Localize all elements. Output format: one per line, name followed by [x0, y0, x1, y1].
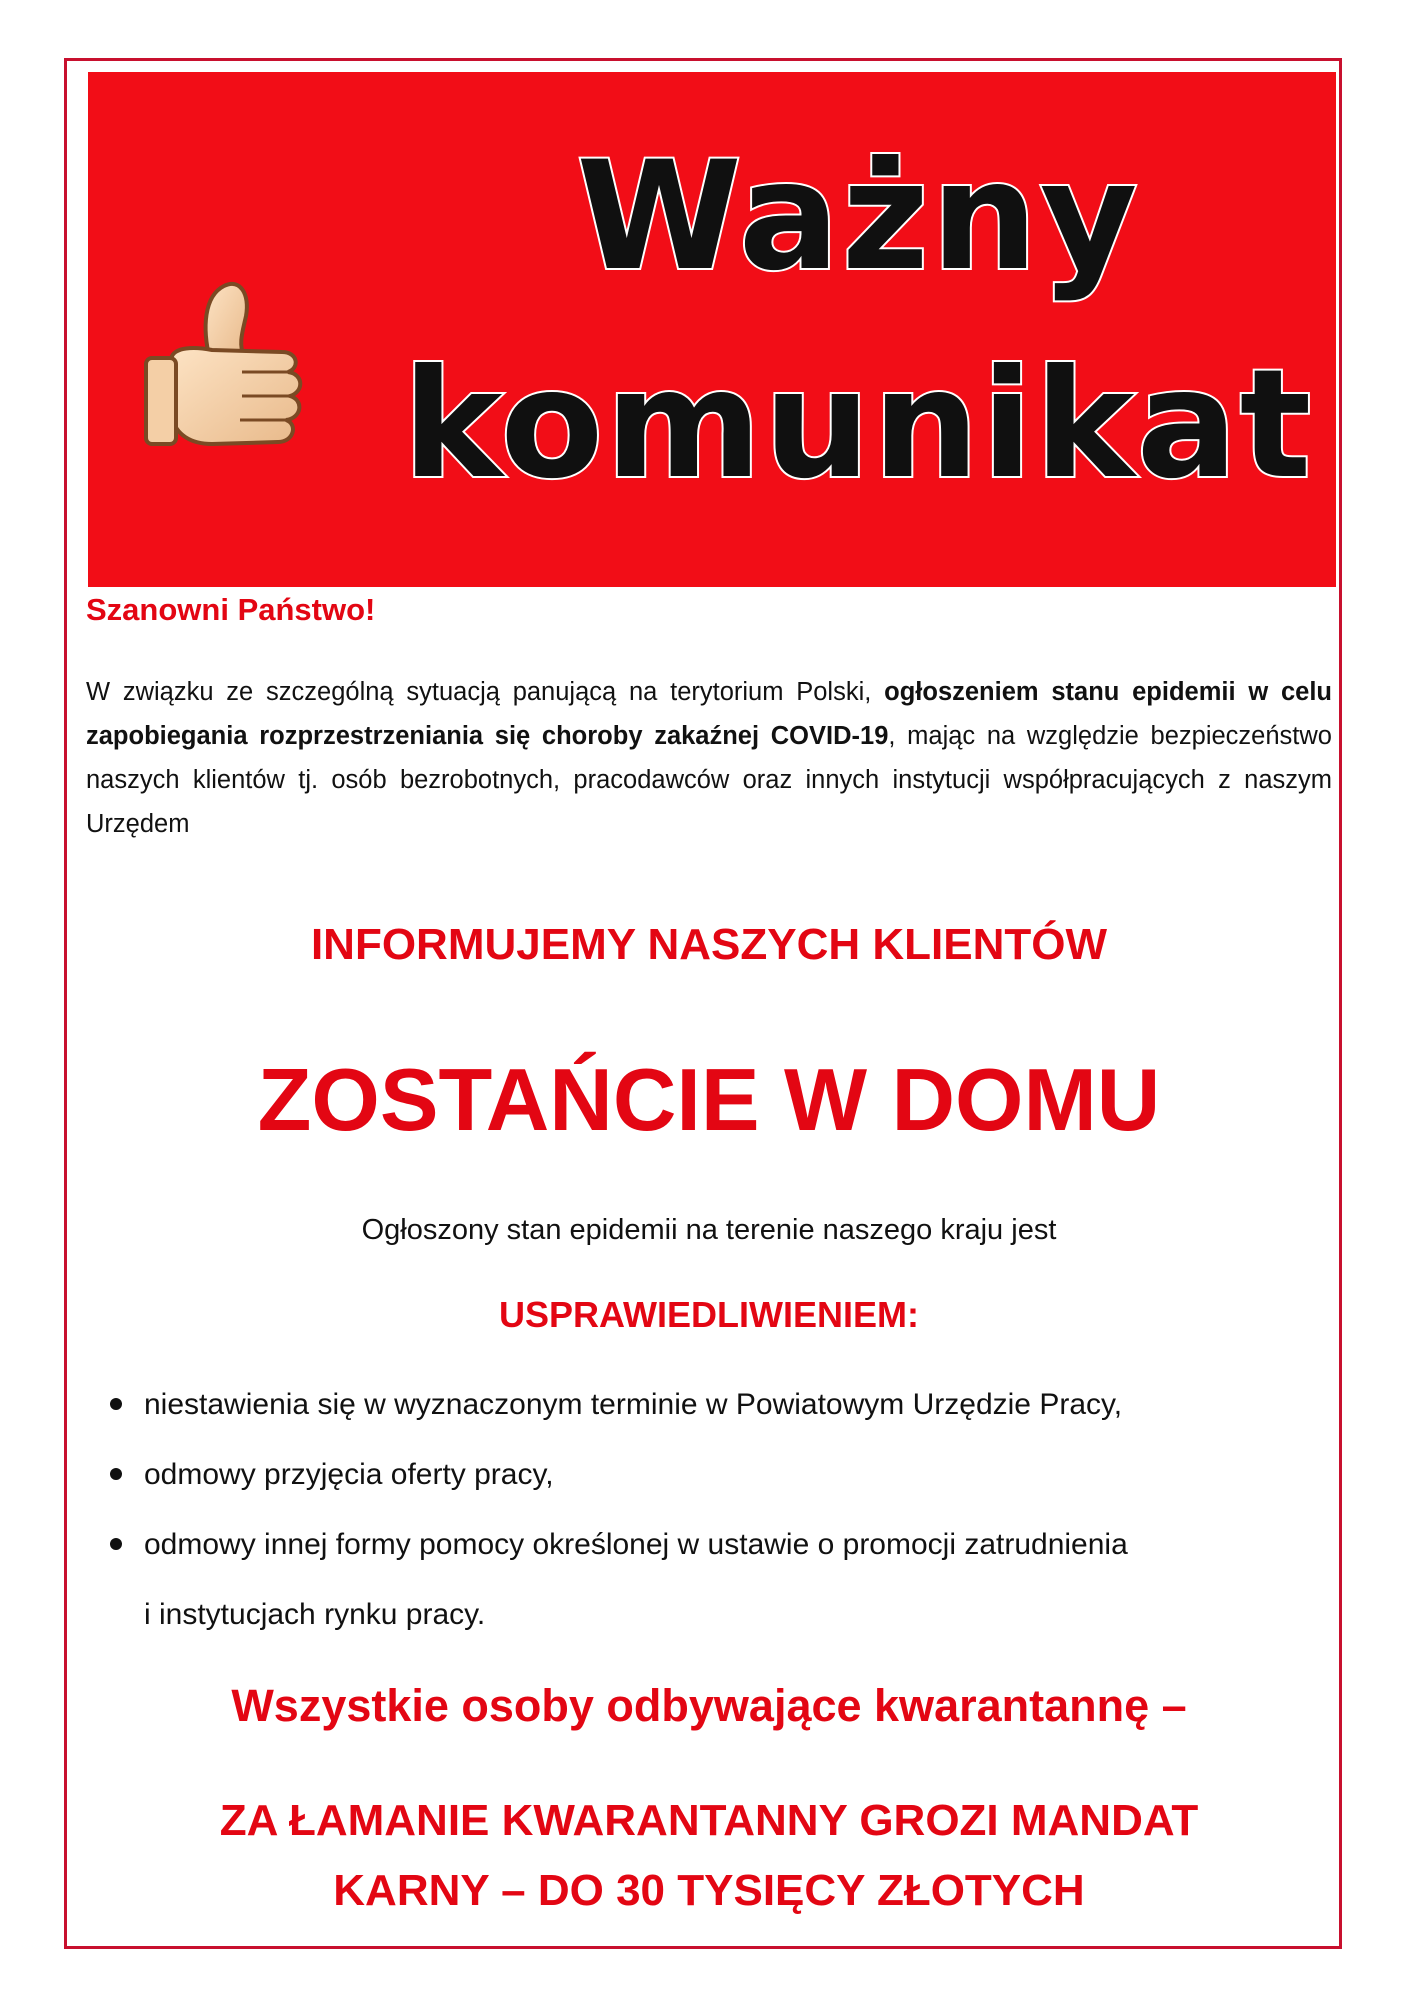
- heading-fine-warning: [86, 1786, 1332, 1926]
- list-item-text: niestawienia się w wyznaczonym terminie w Powiatowym Urzędzie Pracy,: [144, 1388, 1123, 1421]
- intro-text-part1: W związku ze szczególną sytuacją panującą na terytorium Polski,: [86, 678, 885, 706]
- list-item-text: i instytucjach rynku pracy.: [144, 1598, 486, 1631]
- heading-justification: USPRAWIEDLIWIENIEM:: [499, 1294, 919, 1335]
- intro-text-part2: , mając na względzie bezpieczeństwo naszych klientów tj. osób bezrobotnych, pracodawców oraz innych instytucji współpracujących z naszym Urzędem: [86, 722, 1332, 838]
- bullet-icon: [110, 1398, 122, 1410]
- list-item-text: odmowy innej formy pomocy określonej w ustawie o promocji zatrudnienia: [144, 1528, 1128, 1561]
- epidemic-announcement: Ogłoszony stan epidemii na terenie naszego kraju jest: [361, 1214, 1057, 1246]
- heading-inform-clients: INFORMUJEMY NASZYCH KLIENTÓW: [310, 920, 1108, 969]
- list-item: [110, 1370, 1320, 1440]
- list-item: [110, 1510, 1320, 1580]
- list-item-continuation: [110, 1580, 1320, 1650]
- heading-quarantine: Wszystkie osoby odbywające kwarantannę –: [231, 1680, 1187, 1731]
- announcement-banner: [88, 72, 1336, 587]
- heading-stay-home: ZOSTAŃCIE W DOMU: [257, 1050, 1161, 1149]
- justification-list: [110, 1370, 1320, 1650]
- intro-paragraph: [86, 670, 1332, 846]
- list-item-text: odmowy przyjęcia oferty pracy,: [144, 1458, 554, 1491]
- intro-text-bold: ogłoszeniem stanu epidemii w celu zapobiegania rozprzestrzeniania się choroby zakaźnej COVID-19: [86, 678, 1332, 750]
- banner-title-line1: Ważny: [576, 130, 1140, 304]
- fine-line1: ZA ŁAMANIE KWARANTANNY GROZI MANDAT: [219, 1796, 1199, 1845]
- bullet-icon: [110, 1538, 122, 1550]
- fine-line2: KARNY – DO 30 TYSIĘCY ZŁOTYCH: [333, 1866, 1085, 1915]
- greeting: Szanowni Państwo!: [86, 592, 376, 627]
- list-item: [110, 1440, 1320, 1510]
- thumbs-up-icon: [132, 268, 342, 458]
- banner-title-line2: komunikat: [402, 338, 1314, 512]
- bullet-icon: [110, 1468, 122, 1480]
